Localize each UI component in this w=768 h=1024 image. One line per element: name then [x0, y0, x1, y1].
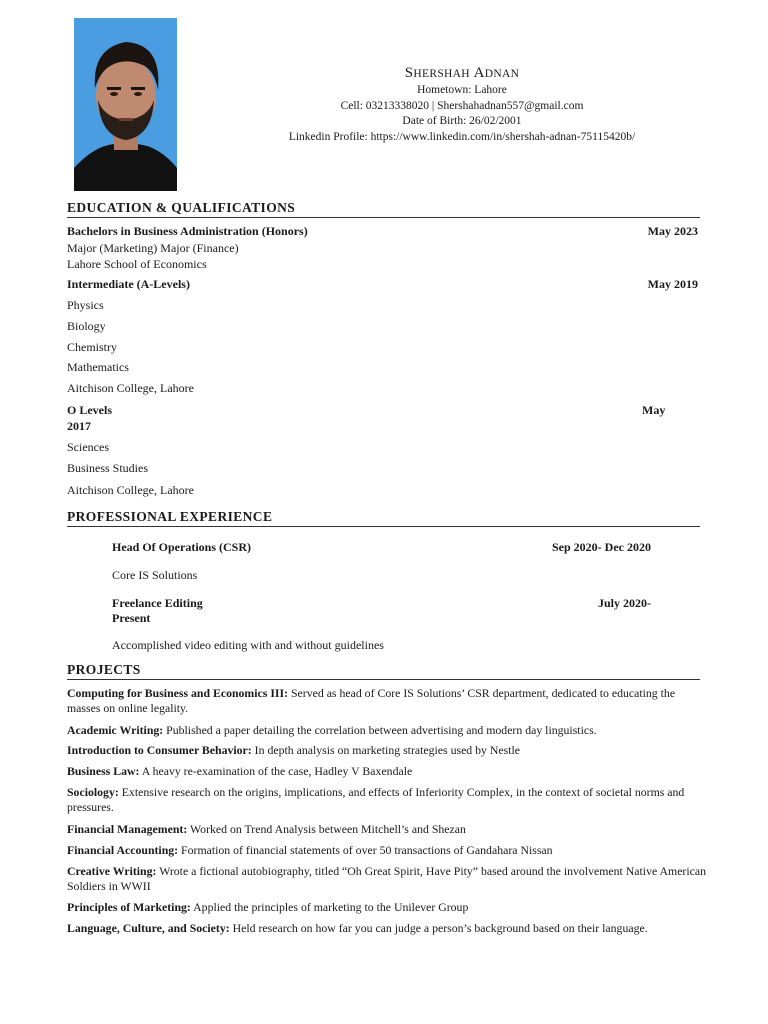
- alevels-subject: Physics: [67, 298, 104, 312]
- project-name: Business Law:: [67, 764, 140, 778]
- project-item: [67, 686, 707, 715]
- alevels-school: Aitchison College, Lahore: [67, 381, 194, 395]
- project-item: [67, 764, 707, 779]
- olevels-school: Aitchison College, Lahore: [67, 483, 194, 497]
- project-desc: Published a paper detailing the correlation between advertising and modern day linguistics.: [163, 723, 597, 737]
- hometown: Hometown: Lahore: [417, 84, 507, 96]
- alevels-subject: Mathematics: [67, 360, 129, 374]
- project-desc: Formation of financial statements of over 50 transactions of Gandahara Nissan: [178, 843, 553, 857]
- project-item: [67, 864, 707, 893]
- alevels-subject: Biology: [67, 319, 106, 333]
- project-desc: Served as head of Core IS Solutions’ CSR department, dedicated to educating the masses on online legality.: [67, 686, 676, 715]
- bba-date: May 2023: [647, 224, 698, 238]
- alevels-subject: Chemistry: [67, 340, 117, 354]
- bba-degree: Bachelors in Business Administration (Honors): [67, 224, 308, 238]
- alevels-degree: Intermediate (A-Levels): [67, 277, 190, 291]
- section-title-projects: PROJECTS: [67, 661, 700, 680]
- project-name: Principles of Marketing:: [67, 900, 191, 914]
- project-item: [67, 900, 707, 915]
- olevels-subject: Business Studies: [67, 461, 149, 475]
- project-item: [67, 822, 707, 837]
- project-item: [67, 723, 707, 738]
- project-name: Creative Writing:: [67, 864, 157, 878]
- project-desc: A heavy re-examination of the case, Hadley V Baxendale: [139, 764, 413, 778]
- profile-photo: [74, 18, 177, 191]
- project-item: [67, 843, 707, 858]
- alevels-date: May 2019: [647, 277, 698, 291]
- project-name: Financial Accounting:: [67, 843, 179, 857]
- project-name: Financial Management:: [67, 822, 188, 836]
- olevels-date-year: 2017: [67, 419, 91, 433]
- job1-role: Head Of Operations (CSR): [112, 540, 251, 554]
- job1-desc: Core IS Solutions: [112, 568, 198, 582]
- job1-date: Sep 2020- Dec 2020: [552, 540, 651, 554]
- project-desc: Worked on Trend Analysis between Mitchell’s and Shezan: [187, 822, 466, 836]
- resume-header: [200, 64, 724, 145]
- project-desc: Held research on how far you can judge a person’s background based on their language.: [229, 921, 648, 935]
- candidate-name: SHERSHAH ADNAN: [404, 65, 520, 81]
- bba-majors: Major (Marketing) Major (Finance): [67, 241, 239, 255]
- job2-role: Freelance Editing: [112, 596, 203, 610]
- project-desc: In depth analysis on marketing strategies used by Nestle: [251, 743, 521, 757]
- project-name: Introduction to Consumer Behavior:: [67, 743, 252, 757]
- project-name: Academic Writing:: [67, 723, 164, 737]
- project-desc: Applied the principles of marketing to the Unilever Group: [190, 900, 469, 914]
- date-of-birth: Date of Birth: 26/02/2001: [402, 115, 522, 127]
- project-item: [67, 785, 707, 814]
- cell-email[interactable]: Cell: 03213338020 | Shershahadnan557@gmail.com: [340, 99, 584, 112]
- bba-school: Lahore School of Economics: [67, 257, 207, 271]
- project-desc: Extensive research on the origins, implications, and effects of Inferiority Complex, in the context of societal norms and pressures.: [67, 785, 685, 814]
- olevels-degree: O Levels: [67, 403, 112, 417]
- olevels-subject: Sciences: [67, 440, 109, 454]
- job2-present: Present: [112, 611, 151, 625]
- section-title-experience: PROFESSIONAL EXPERIENCE: [67, 508, 700, 527]
- olevels-date-month: May: [642, 403, 666, 417]
- section-title-education: EDUCATION & QUALIFICATIONS: [67, 199, 700, 218]
- project-name: Sociology:: [67, 785, 119, 799]
- project-desc: Wrote a fictional autobiography, titled “Oh Great Spirit, Have Pity” based around the involvement Native American Soldiers in WWII: [67, 864, 707, 893]
- project-item: [67, 743, 707, 758]
- project-item: [67, 921, 707, 936]
- job2-date: July 2020-: [598, 596, 652, 610]
- project-name: Computing for Business and Economics III:: [67, 686, 289, 700]
- linkedin-link[interactable]: Linkedin Profile: https://www.linkedin.com/in/shershah-adnan-75115420b/: [288, 130, 636, 143]
- job2-desc: Accomplished video editing with and without guidelines: [112, 638, 384, 652]
- project-name: Language, Culture, and Society:: [67, 921, 230, 935]
